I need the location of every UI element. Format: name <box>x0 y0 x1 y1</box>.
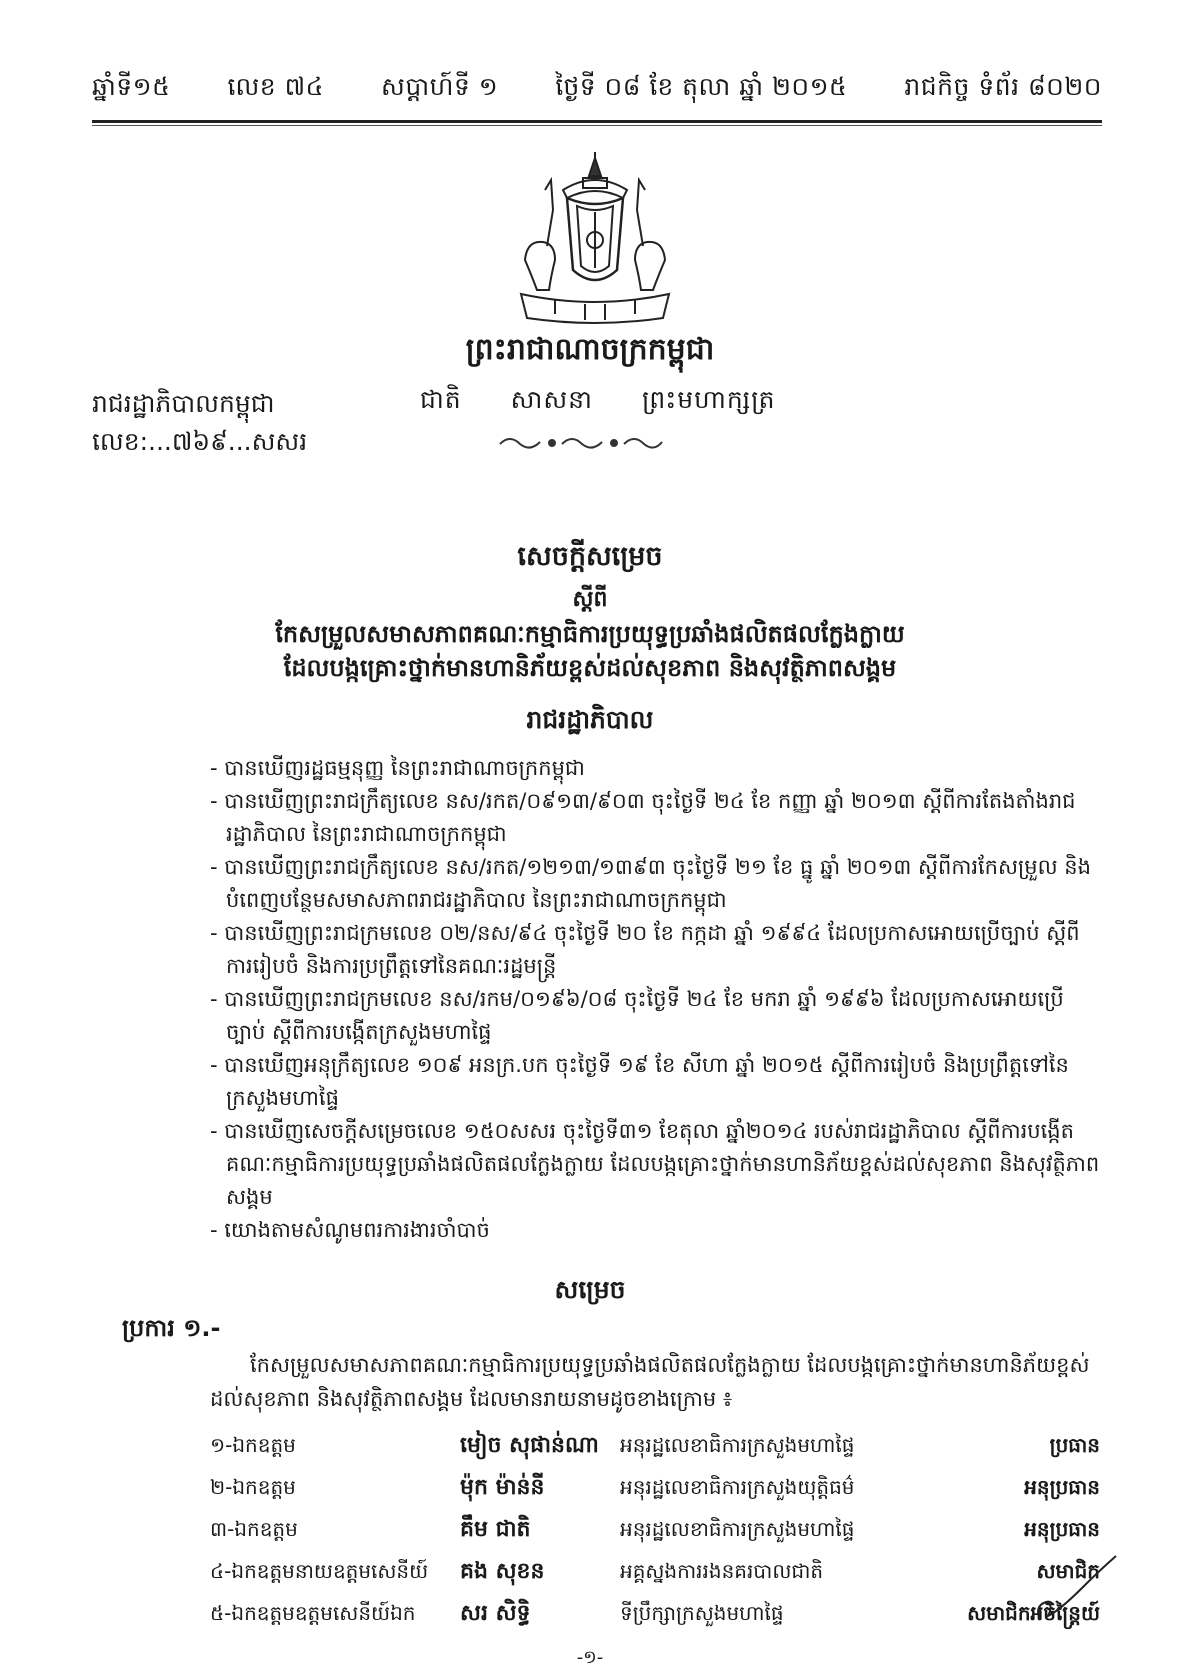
table-row <box>210 1552 1100 1594</box>
header-rule-thin <box>92 125 1102 126</box>
gazette-date: ថ្ងៃទី ០៨ ខែ តុលា ឆ្នាំ ២០១៥ <box>555 72 848 101</box>
kingdom-title: ព្រះរាជាណាចក្រកម្ពុជា <box>465 332 715 367</box>
considerations-list <box>210 752 1100 1247</box>
page-number: -១- <box>576 1647 604 1668</box>
document-number: លេខ:...៧៦៩...សសរ <box>92 427 308 456</box>
decision-subject <box>0 617 1180 685</box>
member-role: សមាជិកអចិន្ត្រៃយ៍ <box>967 1601 1100 1625</box>
member-position: អគ្គស្នងការរងនគរបាលជាតិ <box>620 1559 824 1583</box>
decision-subject-line2: ដែលបង្កគ្រោះថ្នាក់មានហានិភ័យខ្ពស់ដល់សុខភាព និងសុវត្ថិភាពសង្គម <box>283 654 897 682</box>
consideration-item: - បានឃើញព្រះរាជក្រមលេខ នស/រកម/០១៩៦/០៨ ចុះថ្ងៃទី ២៤ ខែ មករា ឆ្នាំ ១៩៩៦ ដែលប្រកាសអោយប្រើច្បាប់ ស្តីពីការបង្កើតក្រសួងមហាផ្ទៃ <box>210 987 1064 1044</box>
table-row <box>210 1426 1100 1468</box>
consideration-item: - បានឃើញសេចក្តីសម្រេចលេខ ១៥០សសរ ចុះថ្ងៃទី៣១ ខែតុលា ឆ្នាំ២០១៤ របស់រាជរដ្ឋាភិបាល ស្តីពីការបង្កើតគណៈកម្មាធិការប្រយុទ្ធប្រឆាំងផលិតផលក្លែងក្លាយ ដែលបង្កគ្រោះថ្នាក់មានហានិភ័យខ្ពស់ដល់សុខភាព និងសុវត្ថិភាពសង្គម <box>210 1119 1100 1209</box>
member-rank: ៣-ឯកឧត្តម <box>210 1517 298 1541</box>
issuer-block <box>92 385 307 461</box>
ornament-divider-icon <box>490 430 670 454</box>
member-rank: ៤-ឯកឧត្តមនាយឧត្តមសេនីយ៍ <box>210 1559 429 1583</box>
consideration-item: - បានឃើញព្រះរាជក្រមលេខ ០២/នស/៩៤ ចុះថ្ងៃទី ២០ ខែ កក្កដា ឆ្នាំ ១៩៩៤ ដែលប្រកាសអោយប្រើច្បាប់ ស្តីពីការរៀបចំ និងការប្រព្រឹត្តទៅនៃគណៈរដ្ឋមន្ត្រី <box>210 921 1080 978</box>
gazette-page-ref: រាជកិច្ច ទំព័រ ៨០២០ <box>904 72 1102 101</box>
member-position: អនុរដ្ឋលេខាធិការក្រសួងមហាផ្ទៃ <box>620 1433 855 1457</box>
member-name: គង សុខន <box>460 1559 545 1584</box>
member-role: សមាជិក <box>1036 1559 1100 1583</box>
article-1-label: ប្រការ ១.- <box>122 1314 221 1342</box>
consideration-item: - យោងតាមសំណូមពរការងារចាំបាច់ <box>210 1218 490 1242</box>
gazette-header <box>92 72 1102 108</box>
member-position: ទីប្រឹក្សាក្រសួងមហាផ្ទៃ <box>620 1601 784 1625</box>
gazette-week: សប្តាហ៍ទី ១ <box>381 72 499 101</box>
consideration-item: - បានឃើញអនុក្រឹត្យលេខ ១០៩ អនក្រ.បក ចុះថ្ងៃទី ១៩ ខែ សីហា ឆ្នាំ ២០១៥ ស្តីពីការរៀបចំ និងប្រព្រឹត្តទៅនៃក្រសួងមហាផ្ទៃ <box>210 1053 1069 1110</box>
member-name: មៀច សុផាន់ណា <box>460 1433 599 1458</box>
gazette-issue: លេខ ៧៤ <box>227 72 324 101</box>
member-role: ប្រធាន <box>1049 1433 1100 1457</box>
decision-subject-line1: កែសម្រួលសមាសភាពគណៈកម្មាធិការប្រយុទ្ធប្រឆាំងផលិតផលក្លែងក្លាយ <box>275 620 905 648</box>
member-position: អនុរដ្ឋលេខាធិការក្រសួងយុត្តិធម៌ <box>620 1475 855 1499</box>
table-row <box>210 1510 1100 1552</box>
decides-heading: សម្រេច <box>554 1275 626 1304</box>
member-role: អនុប្រធាន <box>1024 1475 1100 1499</box>
member-name: សរ សិទ្ធិ <box>460 1601 531 1626</box>
motto-nation: ជាតិ <box>420 385 462 414</box>
members-table <box>210 1426 1100 1636</box>
article-1-body: កែសម្រួលសមាសភាពគណៈកម្មាធិការប្រយុទ្ធប្រឆាំងផលិតផលក្លែងក្លាយ ដែលបង្កគ្រោះថ្នាក់មានហានិភ័យខ្ពស់ដល់សុខភាព និងសុវត្ថិភាពសង្គម ដែលមានរាយនាមដូចខាងក្រោម ៖ <box>210 1353 1090 1411</box>
signature-icon <box>1030 1550 1120 1630</box>
member-rank: ១-ឯកឧត្តម <box>210 1433 296 1457</box>
decision-title: សេចក្តីសម្រេច <box>517 541 663 572</box>
motto-king: ព្រះមហាក្សត្រ <box>641 385 776 414</box>
decision-about: ស្តីពី <box>572 587 608 612</box>
issuer-name: រាជរដ្ឋាភិបាលកម្ពុជា <box>92 389 275 418</box>
table-row <box>210 1594 1100 1636</box>
member-position: អនុរដ្ឋលេខាធិការក្រសួងមហាផ្ទៃ <box>620 1517 855 1541</box>
motto-religion: សាសនា <box>510 385 593 414</box>
member-rank: ៥-ឯកឧត្តមឧត្តមសេនីយ៍ឯក <box>210 1601 416 1625</box>
royal-coat-of-arms-icon <box>505 150 685 330</box>
member-rank: ២-ឯកឧត្តម <box>210 1475 296 1499</box>
member-role: អនុប្រធាន <box>1024 1517 1100 1541</box>
consideration-item: - បានឃើញព្រះរាជក្រឹត្យលេខ នស/រកត/០៩១៣/៩០៣ ចុះថ្ងៃទី ២៤ ខែ កញ្ញា ឆ្នាំ ២០១៣ ស្តីពីការតែងតាំងរាជរដ្ឋាភិបាល នៃព្រះរាជាណាចក្រកម្ពុជា <box>210 789 1076 846</box>
consideration-item: - បានឃើញរដ្ឋធម្មនុញ្ញ នៃព្រះរាជាណាចក្រកម្ពុជា <box>210 756 585 780</box>
member-name: ម៉ុក ម៉ាន់នី <box>460 1475 545 1500</box>
table-row <box>210 1468 1100 1510</box>
government-heading: រាជរដ្ឋាភិបាល <box>526 705 654 734</box>
consideration-item: - បានឃើញព្រះរាជក្រឹត្យលេខ នស/រកត/១២១៣/១៣៩៣ ចុះថ្ងៃទី ២១ ខែ ធ្នូ ឆ្នាំ ២០១៣ ស្តីពីការកែសម្រួល និងបំពេញបន្ថែមសមាសភាពរាជរដ្ឋាភិបាល នៃព្រះរាជាណាចក្រកម្ពុជា <box>210 855 1091 912</box>
gazette-year: ឆ្នាំទី១៥ <box>92 72 171 101</box>
member-name: គឹម ជាតិ <box>460 1517 531 1542</box>
header-rule <box>92 120 1102 123</box>
national-motto <box>420 385 816 421</box>
